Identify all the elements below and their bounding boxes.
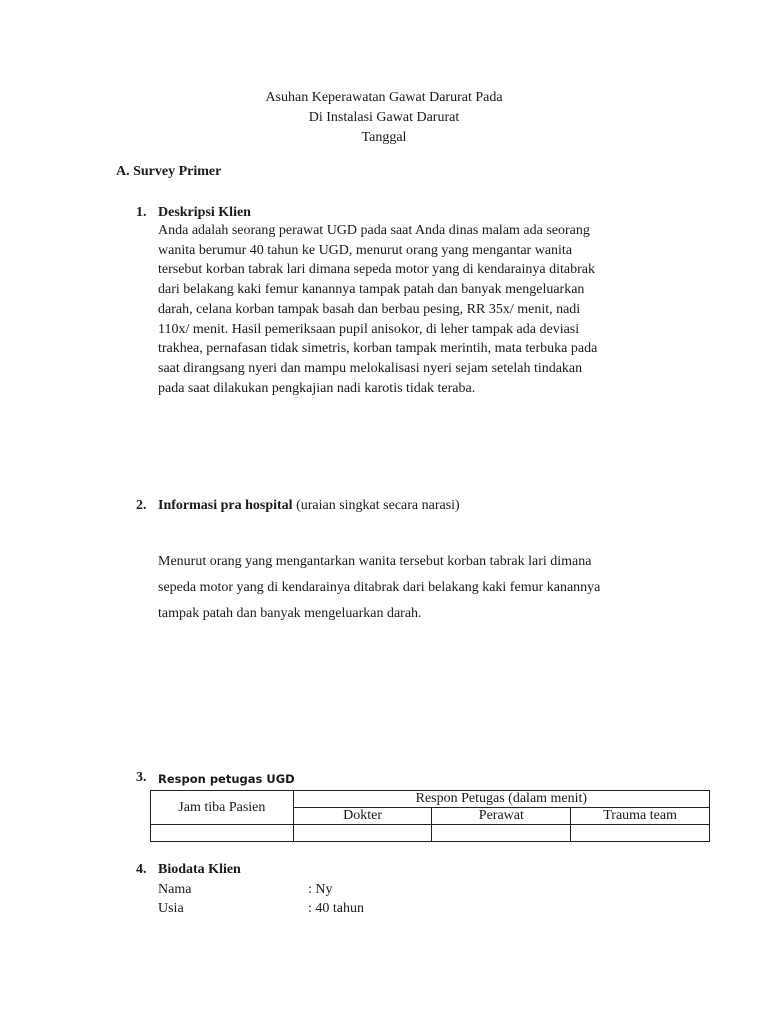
age-label: Usia: [158, 901, 184, 916]
response-group-header: Respon Petugas (dalam menit): [293, 791, 709, 808]
paragraph-line: sepeda motor yang di kendarainya ditabrak dari belakang kaki femur kanannya: [158, 580, 601, 595]
document-title-line-2: Di Instalasi Gawat Darurat: [308, 110, 460, 125]
nurse-header: Perawat: [432, 808, 571, 825]
paragraph-line: Menurut orang yang mengantarkan wanita tersebut korban tabrak lari dimana: [158, 554, 592, 569]
item-1-number: 1.: [136, 205, 147, 220]
document-title-line-3: Tanggal: [361, 130, 407, 145]
paragraph-line: pada saat dilakukan pengkajian nadi karotis tidak teraba.: [158, 380, 476, 396]
item-2-heading-label: Informasi pra hospital: [158, 498, 293, 513]
table-cell[interactable]: [293, 825, 432, 842]
paragraph-line: Anda adalah seorang perawat UGD pada saat Anda dinas malam ada seorang: [158, 223, 590, 238]
item-4-number: 4.: [136, 862, 147, 877]
table-cell[interactable]: [432, 825, 571, 842]
name-value: : Ny: [308, 882, 333, 897]
paragraph-line: tampak patah dan banyak mengeluarkan darah.: [158, 606, 422, 621]
item-3-number: 3.: [136, 770, 147, 785]
prehospital-paragraph: [158, 549, 658, 627]
client-description-paragraph: [158, 221, 651, 398]
table-cell[interactable]: [151, 825, 294, 842]
table-row: [151, 825, 710, 842]
trauma-team-header: Trauma team: [571, 808, 710, 825]
paragraph-line: saat dirangsang nyeri dan mampu melokalisasi nyeri sejam setelah tindakan: [158, 360, 583, 376]
paragraph-line: dari belakang kaki femur kanannya tampak patah dan banyak mengeluarkan: [158, 282, 585, 298]
item-3-heading: Respon petugas UGD: [158, 772, 295, 786]
response-time-table: [150, 790, 710, 842]
item-4-heading: Biodata Klien: [158, 862, 241, 877]
paragraph-line: 110x/ menit. Hasil pemeriksaan pupil anisokor, di leher tampak ada deviasi: [158, 321, 580, 337]
table-header-row: [151, 791, 710, 808]
paragraph-line: darah, celana korban tampak basah dan berbau pesing, RR 35x/ menit, nadi: [158, 301, 581, 317]
arrival-time-header: Jam tiba Pasien: [151, 791, 294, 825]
age-value: : 40 tahun: [308, 901, 364, 916]
table-cell[interactable]: [571, 825, 710, 842]
doctor-header: Dokter: [293, 808, 432, 825]
paragraph-line: tersebut korban tabrak lari dimana sepeda motor yang di kendarainya ditabrak: [158, 262, 595, 278]
name-label: Nama: [158, 882, 192, 897]
item-2-number: 2.: [136, 498, 147, 513]
paragraph-line: trakhea, pernafasan tidak simetris, korban tampak merintih, mata terbuka pada: [158, 341, 598, 357]
item-1-heading: Deskripsi Klien: [158, 205, 251, 220]
item-2-heading: [158, 498, 460, 514]
document-title-line-1: Asuhan Keperawatan Gawat Darurat Pada: [265, 90, 503, 105]
paragraph-line: wanita berumur 40 tahun ke UGD, menurut orang yang mengantar wanita: [158, 242, 573, 258]
item-2-heading-note: (uraian singkat secara narasi): [296, 498, 460, 513]
section-a-heading: A. Survey Primer: [116, 164, 222, 179]
